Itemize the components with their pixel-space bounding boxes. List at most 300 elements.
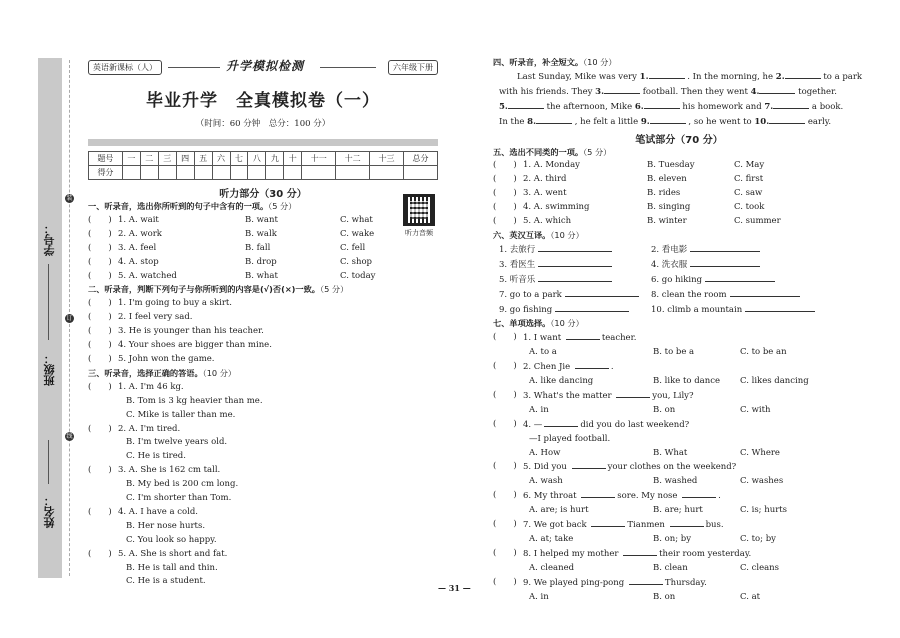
score-cell[interactable] <box>403 166 437 180</box>
option[interactable]: A. like dancing <box>529 376 594 387</box>
fill-blank[interactable] <box>623 547 657 556</box>
question-stem <box>523 418 689 433</box>
option[interactable]: C. fell <box>340 242 366 253</box>
question-row <box>88 575 438 589</box>
option[interactable]: C. wake <box>340 228 375 239</box>
option[interactable]: 3. A. She is 162 cm tall. <box>118 465 221 476</box>
statement: 5. John won the game. <box>118 353 215 364</box>
option[interactable]: C. to; by <box>740 534 776 544</box>
question-row <box>88 464 438 478</box>
fill-blank[interactable] <box>759 85 795 94</box>
option[interactable]: C. He is a student. <box>126 576 206 587</box>
score-header-cell: 十二 <box>336 152 370 166</box>
options-row <box>493 533 865 547</box>
option[interactable]: C. at <box>740 591 761 602</box>
score-table <box>88 151 438 180</box>
answer-line[interactable] <box>555 303 629 312</box>
option[interactable]: 2. A. I'm tired. <box>118 423 181 434</box>
score-header-cell: 三 <box>158 152 176 166</box>
answer-paren[interactable]: ( ) <box>88 270 112 281</box>
score-cell[interactable] <box>176 166 194 180</box>
question-row <box>88 478 438 492</box>
question-row <box>88 534 438 548</box>
statement: 2. I feel very sad. <box>118 312 193 323</box>
translation-prompt: 10. climb a mountain <box>651 304 743 315</box>
question-row <box>493 576 865 591</box>
answer-line[interactable] <box>538 273 612 282</box>
question-row <box>88 228 438 242</box>
option[interactable]: B. washed <box>653 476 698 487</box>
score-cell[interactable] <box>302 166 336 180</box>
score-cell[interactable] <box>194 166 212 180</box>
statement: 4. Your shoes are bigger than mine. <box>118 340 272 351</box>
stem-text: . <box>718 491 721 502</box>
translation-item <box>651 288 803 303</box>
question-row <box>88 353 438 367</box>
fill-blank[interactable] <box>649 70 685 79</box>
option[interactable]: A. in <box>529 404 549 415</box>
translation-item <box>651 258 803 273</box>
score-header-cell: 十一 <box>302 152 336 166</box>
score-header-cell: 八 <box>248 152 266 166</box>
translation-item <box>651 303 803 318</box>
option[interactable]: C. He is tired. <box>126 451 186 462</box>
answer-paren[interactable]: ( ) <box>493 160 517 171</box>
answer-paren[interactable]: ( ) <box>88 312 112 323</box>
stem-text: . <box>610 362 614 373</box>
name-label: 姓名： <box>43 495 56 528</box>
option[interactable]: 1. A. I'm 46 kg. <box>118 381 184 392</box>
passage-text: In the <box>499 116 528 127</box>
passage-text: with his friends. They <box>499 86 596 97</box>
question-row <box>88 506 438 520</box>
fill-blank[interactable] <box>544 418 578 427</box>
answer-paren[interactable]: ( ) <box>493 188 517 199</box>
question-row <box>88 339 438 353</box>
translation-item <box>499 273 651 288</box>
fill-blank[interactable] <box>508 100 544 109</box>
question-row <box>493 389 865 404</box>
answer-line[interactable] <box>538 258 612 267</box>
option[interactable]: C. May <box>734 160 765 171</box>
question-row <box>493 547 865 562</box>
options-row <box>493 375 865 389</box>
stem-text: your clothes on the weekend? <box>607 462 737 473</box>
translation-item <box>499 303 651 318</box>
answer-paren[interactable]: ( ) <box>493 547 517 558</box>
stem-text: 8. I helped my mother <box>523 548 622 559</box>
fill-blank[interactable] <box>604 85 640 94</box>
question-row <box>88 409 438 423</box>
blank-number: 8. <box>527 116 537 127</box>
option[interactable]: 4. A. swimming <box>523 202 590 213</box>
option[interactable]: B. Her nose hurts. <box>126 520 206 531</box>
answer-paren[interactable]: ( ) <box>88 340 112 351</box>
blank-number: 7. <box>764 101 774 112</box>
option[interactable]: C. washes <box>740 476 784 487</box>
blank-number: 4. <box>750 86 760 97</box>
option[interactable]: C. to be an <box>740 347 787 358</box>
score-cell[interactable] <box>140 166 158 180</box>
score-cell[interactable] <box>370 166 404 180</box>
options-row <box>493 475 865 489</box>
answer-line[interactable] <box>705 273 775 282</box>
option[interactable]: B. rides <box>647 188 681 199</box>
answer-paren[interactable]: ( ) <box>88 353 112 364</box>
divider <box>168 67 220 68</box>
option[interactable]: B. fall <box>245 242 271 253</box>
passage-line <box>493 85 865 100</box>
name-fill-line <box>48 440 49 484</box>
answer-paren[interactable]: ( ) <box>88 298 112 309</box>
option[interactable]: 4. A. stop <box>118 256 159 267</box>
fill-blank[interactable] <box>572 460 606 469</box>
option[interactable]: B. on <box>653 404 676 415</box>
option[interactable]: C. first <box>734 174 764 185</box>
blank-number: 1. <box>639 71 649 82</box>
option[interactable]: B. clean <box>653 562 688 573</box>
score-cell[interactable] <box>158 166 176 180</box>
option[interactable]: B. winter <box>647 216 687 227</box>
option[interactable]: 2. A. third <box>523 174 567 185</box>
option[interactable]: C. likes dancing <box>740 376 809 387</box>
options-row <box>493 447 865 461</box>
question-row <box>88 436 438 450</box>
answer-line[interactable] <box>730 288 800 297</box>
listening-title: 听力部分（30 分） <box>219 189 307 200</box>
question-row <box>88 325 438 339</box>
blank-number: 9. <box>640 116 650 127</box>
score-header-cell: 题号 <box>89 152 123 166</box>
answer-paren[interactable]: ( ) <box>88 242 112 253</box>
option[interactable]: C. Where <box>740 447 780 458</box>
answer-line[interactable] <box>565 288 639 297</box>
question-row <box>493 489 865 504</box>
translation-item <box>499 243 651 258</box>
question-row <box>88 562 438 576</box>
option[interactable]: C. today <box>340 270 376 281</box>
translation-item <box>499 288 651 303</box>
answer-paren[interactable]: ( ) <box>493 202 517 213</box>
option[interactable]: A. to a <box>529 347 557 358</box>
fill-blank[interactable] <box>591 518 625 527</box>
option[interactable]: B. like to dance <box>653 376 720 387</box>
passage-text: his homework and <box>679 101 765 112</box>
page-number: — 31 — <box>438 583 471 593</box>
translation-item <box>499 258 651 273</box>
question-row <box>88 214 438 228</box>
question-row <box>493 187 865 201</box>
question-row <box>88 395 438 409</box>
option[interactable]: C. with <box>740 404 771 415</box>
passage-text: football. Then they went <box>640 86 751 97</box>
option[interactable]: A. at; take <box>529 534 574 544</box>
score-header-cell: 十 <box>284 152 302 166</box>
bind-mark: 订 <box>66 315 73 322</box>
option[interactable]: C. saw <box>734 188 763 199</box>
score-cell[interactable] <box>336 166 370 180</box>
question-row <box>493 159 865 173</box>
fill-blank[interactable] <box>650 115 686 124</box>
option[interactable]: B. I'm twelve years old. <box>126 437 228 448</box>
question-stem <box>523 389 694 404</box>
stem-text: you, Lily? <box>652 390 694 401</box>
option[interactable]: B. on; by <box>653 534 692 544</box>
score-header-cell: 九 <box>266 152 284 166</box>
passage-line <box>493 115 865 130</box>
fill-blank[interactable] <box>644 100 680 109</box>
option[interactable]: B. Tuesday <box>647 160 695 171</box>
answer-paren[interactable]: ( ) <box>493 461 517 472</box>
stem-text: Thursday. <box>664 577 707 588</box>
fill-blank[interactable] <box>785 70 821 79</box>
answer-paren[interactable]: ( ) <box>88 228 112 239</box>
left-page <box>88 56 438 589</box>
fill-blank[interactable] <box>769 115 805 124</box>
option[interactable]: B. walk <box>245 228 277 239</box>
exam-header <box>88 56 438 80</box>
fill-blank[interactable] <box>670 518 704 527</box>
fill-blank[interactable] <box>616 389 650 398</box>
question-row <box>88 270 438 284</box>
fill-blank[interactable] <box>682 489 716 498</box>
answer-paren[interactable]: ( ) <box>493 389 517 400</box>
translation-item <box>651 243 803 258</box>
translation-row <box>493 303 865 318</box>
option[interactable]: 4. A. I have a cold. <box>118 506 198 517</box>
option[interactable]: A. wash <box>529 476 563 487</box>
question-stem <box>523 518 724 533</box>
bind-mark: 线 <box>66 433 73 440</box>
stem-text: 7. We got back <box>523 520 590 531</box>
stem-text: 4. — <box>523 419 543 430</box>
option[interactable]: C. You look so happy. <box>126 534 217 545</box>
answer-paren[interactable]: ( ) <box>88 506 112 517</box>
student-id-label: 学号： <box>43 223 56 256</box>
option[interactable]: 5. A. which <box>523 216 572 227</box>
answer-paren[interactable]: ( ) <box>88 214 112 225</box>
translation-prompt: 3. 看医生 <box>499 259 536 270</box>
option[interactable]: 3. A. went <box>523 188 567 199</box>
translation-prompt: 9. go fishing <box>499 304 553 315</box>
question-row <box>88 520 438 534</box>
option[interactable]: B. My bed is 200 cm long. <box>126 479 239 490</box>
score-header-cell: 二 <box>140 152 158 166</box>
option[interactable]: B. want <box>245 214 278 225</box>
grade-tag: 六年级下册 <box>388 60 438 75</box>
option[interactable]: B. are; hurt <box>653 505 703 516</box>
option[interactable]: 1. A. Monday <box>523 160 580 171</box>
option[interactable]: A. How <box>529 447 561 458</box>
translation-prompt: 1. 去旅行 <box>499 244 536 255</box>
translation-item <box>651 273 803 288</box>
translation-prompt: 7. go to a park <box>499 289 562 300</box>
stem-text: 2. Chen Jie <box>523 362 573 373</box>
section-1-title: 一、听录音，选出你所听到的句子中含有的一项。（5 分） <box>88 201 297 211</box>
series-title: 升学模拟检测 <box>226 59 305 73</box>
stem-text: teacher. <box>601 333 637 344</box>
option[interactable]: A. in <box>529 591 549 602</box>
answer-line[interactable] <box>538 243 612 252</box>
fill-blank[interactable] <box>575 360 609 369</box>
qr-label: 听力音频 <box>405 229 433 237</box>
class-fill-line <box>48 264 49 340</box>
score-cell[interactable] <box>248 166 266 180</box>
option[interactable]: 2. A. work <box>118 228 162 239</box>
written-title: 笔试部分（70 分） <box>635 134 723 146</box>
question-row <box>88 297 438 311</box>
option[interactable]: B. What <box>653 447 688 458</box>
option[interactable]: B. eleven <box>647 174 687 185</box>
right-page <box>493 56 865 605</box>
question-stem <box>523 331 636 346</box>
section-3-title: 三、听录音，选择正确的答语。（10 分） <box>88 367 237 378</box>
answer-paren[interactable]: ( ) <box>493 490 517 501</box>
answer-paren[interactable]: ( ) <box>493 216 517 227</box>
option[interactable]: B. what <box>245 270 278 281</box>
score-cell[interactable] <box>284 166 302 180</box>
answer-paren[interactable]: ( ) <box>88 326 112 337</box>
option[interactable]: C. is; hurts <box>740 505 788 516</box>
options-row <box>493 346 865 360</box>
option[interactable]: A. cleaned <box>529 562 575 573</box>
answer-paren[interactable]: ( ) <box>88 465 112 476</box>
answer-line[interactable] <box>690 258 760 267</box>
option[interactable]: B. drop <box>245 256 277 267</box>
exam-subtitle: （时间：60 分钟 总分：100 分） <box>195 119 331 129</box>
passage-text: Last Sunday, Mike was very <box>517 71 640 82</box>
blank-number: 10. <box>754 116 770 127</box>
answer-paren[interactable]: ( ) <box>493 361 517 372</box>
blank-number: 5. <box>499 101 508 112</box>
score-header-cell: 五 <box>194 152 212 166</box>
option[interactable]: 5. A. She is short and fat. <box>118 548 228 559</box>
passage-text: early. <box>805 116 832 127</box>
section-6-title: 六、英汉互译。（10 分） <box>493 229 584 240</box>
option[interactable]: C. Mike is taller than me. <box>126 409 236 420</box>
option[interactable]: B. singing <box>647 202 691 213</box>
options-row <box>493 504 865 518</box>
option[interactable]: 5. A. watched <box>118 270 177 281</box>
question-stem <box>523 576 707 591</box>
question-row <box>88 311 438 325</box>
question-row <box>493 201 865 215</box>
dialogue-reply: —I played football. <box>529 433 611 444</box>
translation-prompt: 6. go hiking <box>651 274 703 285</box>
statement: 1. I'm going to buy a skirt. <box>118 298 232 309</box>
bind-mark: 装 <box>66 195 73 202</box>
translation-prompt: 4. 洗衣服 <box>651 259 688 270</box>
answer-paren[interactable]: ( ) <box>493 576 517 587</box>
stem-text: 9. We played ping-pong <box>523 577 627 588</box>
stem-text: bus. <box>705 520 724 531</box>
section-4-title: 四、听录音，补全短文。（10 分） <box>493 57 617 67</box>
question-row <box>493 460 865 475</box>
translation-row <box>493 258 865 273</box>
option[interactable]: 3. A. feel <box>118 242 157 253</box>
translation-prompt: 2. 看电影 <box>651 244 688 255</box>
answer-paren[interactable]: ( ) <box>493 418 517 429</box>
score-cell[interactable] <box>230 166 248 180</box>
gray-bar <box>88 139 438 146</box>
stem-text: their room yesterday. <box>659 548 752 559</box>
score-header-cell: 一 <box>122 152 140 166</box>
fill-blank[interactable] <box>773 100 809 109</box>
stem-text: 5. Did you <box>523 462 570 473</box>
answer-paren[interactable]: ( ) <box>88 381 112 392</box>
stem-text: 3. What's the matter <box>523 390 615 401</box>
passage-text: a book. <box>809 101 844 112</box>
option[interactable]: C. what <box>340 214 373 225</box>
score-cell[interactable] <box>212 166 230 180</box>
fill-blank[interactable] <box>581 489 615 498</box>
option[interactable]: C. I'm shorter than Tom. <box>126 493 232 504</box>
question-row <box>493 173 865 187</box>
answer-paren[interactable]: ( ) <box>493 332 517 343</box>
answer-paren[interactable]: ( ) <box>493 519 517 530</box>
options-row <box>493 404 865 418</box>
answer-paren[interactable]: ( ) <box>88 423 112 434</box>
option[interactable]: C. summer <box>734 216 781 227</box>
edition-tag: 英语新课标（人） <box>88 60 162 75</box>
question-row <box>493 360 865 375</box>
translation-row <box>493 288 865 303</box>
question-stem <box>523 547 751 562</box>
passage-line <box>493 100 865 115</box>
question-row <box>493 331 865 346</box>
option[interactable]: B. on <box>653 591 676 602</box>
score-row-label: 得分 <box>89 166 123 180</box>
passage-text: , he felt a little <box>572 116 641 127</box>
divider <box>320 67 376 68</box>
score-cell[interactable] <box>122 166 140 180</box>
blank-number: 2. <box>775 71 785 82</box>
answer-paren[interactable]: ( ) <box>88 548 112 559</box>
answer-paren[interactable]: ( ) <box>493 174 517 185</box>
option[interactable]: A. are; is hurt <box>529 505 589 516</box>
question-row <box>88 381 438 395</box>
option[interactable]: C. took <box>734 202 765 213</box>
answer-line[interactable] <box>745 303 815 312</box>
score-cell[interactable] <box>266 166 284 180</box>
passage-text: , so he went to <box>685 116 755 127</box>
option[interactable]: C. cleans <box>740 562 780 573</box>
option[interactable]: B. He is tall and thin. <box>126 562 218 573</box>
question-row <box>88 492 438 506</box>
stem-text: did you do last weekend? <box>580 419 690 430</box>
option[interactable]: C. shop <box>340 256 372 267</box>
fill-blank[interactable] <box>536 115 572 124</box>
option[interactable]: 1. A. wait <box>118 214 159 225</box>
answer-paren[interactable]: ( ) <box>88 256 112 267</box>
translation-row <box>493 243 865 258</box>
passage-text: . In the morning, he <box>684 71 776 82</box>
section-5-title: 五、选出不同类的一项。（5 分） <box>493 146 612 157</box>
question-row <box>88 548 438 562</box>
blank-number: 6. <box>634 101 644 112</box>
fill-blank[interactable] <box>566 331 600 340</box>
passage-line <box>493 70 865 85</box>
option[interactable]: B. to be a <box>653 347 695 358</box>
options-row <box>493 562 865 576</box>
passage-text: to a park <box>820 71 863 82</box>
question-row <box>88 242 438 256</box>
fill-blank[interactable] <box>629 576 663 585</box>
answer-line[interactable] <box>690 243 760 252</box>
option[interactable]: B. Tom is 3 kg heavier than me. <box>126 395 263 406</box>
question-row <box>493 418 865 433</box>
score-header-cell: 四 <box>176 152 194 166</box>
